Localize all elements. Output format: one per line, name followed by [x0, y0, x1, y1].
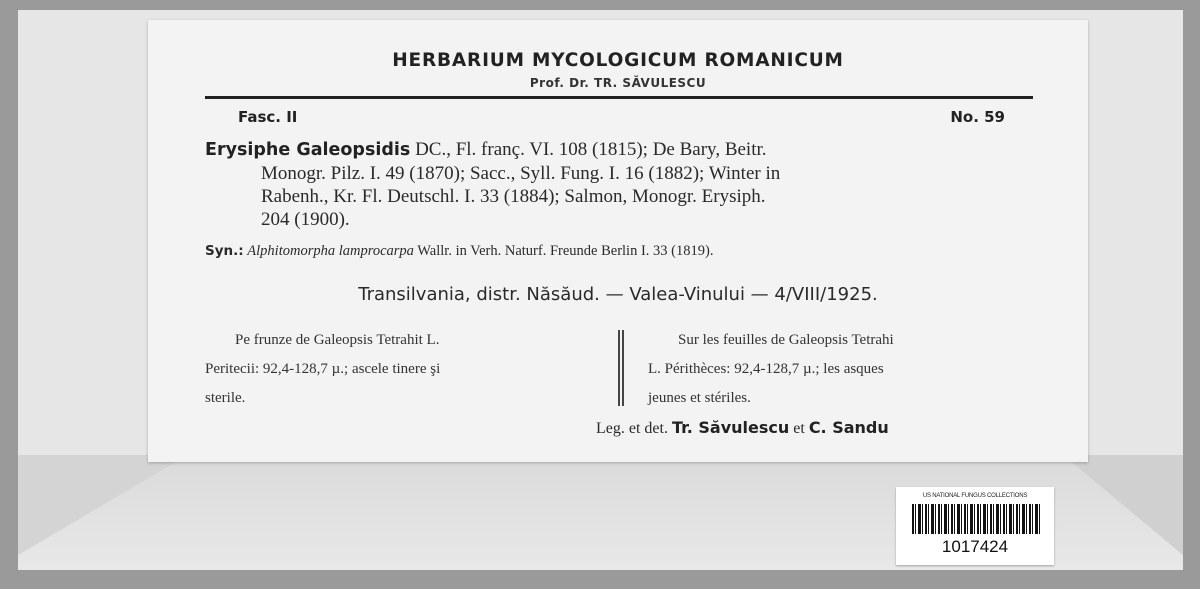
collector-name-1: Tr. Săvulescu	[671, 418, 790, 437]
description-fr-line-1: Sur les feuilles de Galeopsis Tetrahi	[678, 332, 894, 348]
collector-line	[596, 418, 889, 438]
species-citation-line-2: Monogr. Pilz. I. 49 (1870); Sacc., Syll. Fung. I. 16 (1882); Winter in	[261, 163, 781, 184]
species-entry	[205, 138, 1035, 231]
synonym-name: Alphitomorpha lamprocarpa	[247, 243, 414, 259]
collector-joiner: et	[789, 420, 809, 437]
description-romanian	[205, 326, 588, 413]
description-ro-line-2: Peritecii: 92,4-128,7 µ.; ascele tinere şi	[205, 361, 441, 377]
species-citation-line-3: Rabenh., Kr. Fl. Deutschl. I. 33 (1884); Salmon, Monogr. Erysiph.	[261, 186, 766, 207]
species-citation-line-1: DC., Fl. franç. VI. 108 (1815); De Bary, Beitr.	[410, 139, 767, 160]
description-fr-line-3: jeunes et stériles.	[648, 390, 751, 406]
collector-prefix: Leg. et det.	[596, 420, 672, 437]
description-ro-line-1: Pe frunze de Galeopsis Tetrahit L.	[235, 332, 440, 348]
herbarium-subtitle: Prof. Dr. TR. SĂVULESCU	[529, 76, 707, 90]
synonym-entry	[205, 243, 1040, 260]
column-divider	[618, 330, 624, 406]
envelope-right-flap	[1063, 455, 1183, 555]
fascicle-number: Fasc. II	[238, 108, 298, 126]
herbarium-title: HERBARIUM MYCOLOGICUM ROMANICUM	[392, 50, 844, 71]
description-french	[648, 326, 1038, 413]
species-name: Erysiphe Galeopsidis	[205, 140, 411, 160]
description-ro-line-3: sterile.	[205, 390, 246, 406]
description-fr-line-2: L. Périthèces: 92,4-128,7 µ.; les asques	[648, 361, 884, 377]
barcode-sticker	[896, 487, 1054, 565]
collection-locality: Transilvania, distr. Năsăud. — Valea-Vinului — 4/VIII/1925.	[358, 284, 878, 305]
barcode-icon	[912, 504, 1040, 534]
species-citation-line-4: 204 (1900).	[261, 209, 350, 230]
collector-name-2: C. Sandu	[808, 418, 889, 437]
header-rule	[205, 96, 1033, 99]
barcode-collection-title: US NATIONAL FUNGUS COLLECTIONS	[922, 493, 1028, 499]
synonym-citation: Wallr. in Verh. Naturf. Freunde Berlin I. 33 (1819).	[413, 243, 714, 259]
specimen-number: No. 59	[950, 108, 1005, 126]
envelope-left-flap	[18, 455, 188, 555]
barcode-number: 1017424	[941, 537, 1009, 556]
herbarium-label	[148, 20, 1088, 462]
synonym-label: Syn.:	[205, 243, 244, 259]
